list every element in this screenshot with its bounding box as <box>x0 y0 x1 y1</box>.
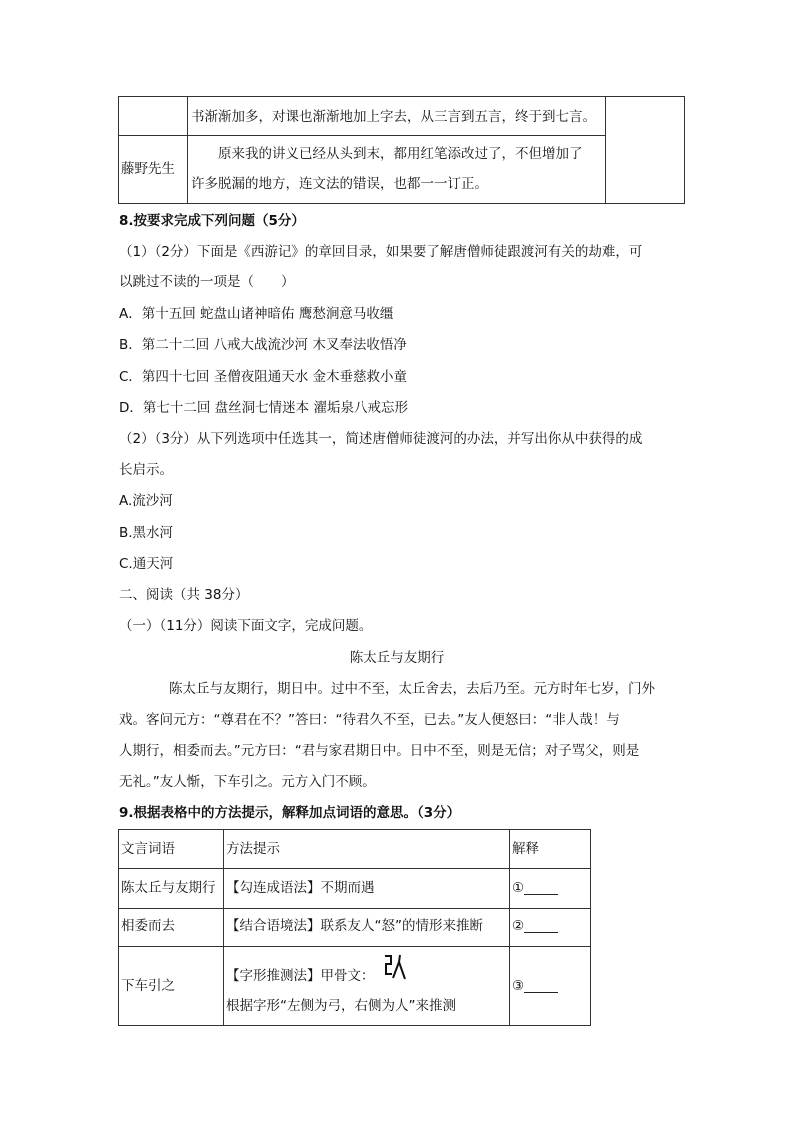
question-8-part2: （2）（3分）从下列选项中任选其一，简述唐僧师徒渡河的办法，并写出你从中获得的成 <box>119 431 643 447</box>
section-subheading: （一）（11分）阅读下面文字，完成问题。 <box>119 618 373 634</box>
answer-blank: ①_____ <box>512 880 558 896</box>
option-b: B．第二十二回 八戒大战流沙河 木叉奉法收悟净 <box>119 337 407 353</box>
oracle-bone-glyph-icon <box>382 952 408 982</box>
table-cell-hint: 【字形推测法】甲骨文： <box>226 968 375 984</box>
choice-c: C.通天河 <box>119 556 174 572</box>
table-divider <box>119 908 590 909</box>
question-8-title: 8.按要求完成下列问题（5分） <box>119 213 305 229</box>
table-cell-hint: 【结合语境法】联系友人“怒”的情形来推断 <box>226 918 483 934</box>
option-a: A．第十五回 蛇盘山诸神暗佑 鹰愁涧意马收缰 <box>119 306 394 322</box>
choice-b: B.黑水河 <box>119 525 174 541</box>
option-c: C．第四十七回 圣僧夜阻通天水 金木垂慈救小童 <box>119 369 408 385</box>
table-divider <box>119 868 590 869</box>
table-cell-word: 陈太丘与友期行 <box>121 880 216 896</box>
passage-line: 人期行，相委而去。”元方曰：“君与家君期日中。日中不至，则是无信；对子骂父，则是 <box>119 743 640 759</box>
question-8-part1: 以跳过不读的一项是（ ） <box>119 274 295 290</box>
table-header: 文言词语 <box>121 841 175 857</box>
answer-blank: ③_____ <box>512 978 558 994</box>
passage-line: 戏。客问元方：“尊君在不？”答曰：“待君久不至，已去。”友人便怒曰：“非人哉！与 <box>119 712 620 728</box>
table-divider <box>119 135 605 136</box>
section-heading: 二、阅读（共 38分） <box>119 587 249 603</box>
table-cell-name: 藤野先生 <box>121 161 175 177</box>
table-divider <box>187 97 188 203</box>
table-cell-text: 许多脱漏的地方，连文法的错误，也都一一订正。 <box>191 176 488 192</box>
table-cell-word: 相委而去 <box>121 918 175 934</box>
question-8-part1: （1）（2分）下面是《西游记》的章回目录，如果要了解唐僧师徒跟渡河有关的劫难，可 <box>119 244 643 260</box>
table-header: 方法提示 <box>226 841 280 857</box>
passage-line: 无礼。”友人惭，下车引之。元方入门不顾。 <box>119 774 376 790</box>
choice-a: A.流沙河 <box>119 493 173 509</box>
table-cell-hint: 根据字形“左侧为弓，右侧为人”来推测 <box>226 998 456 1014</box>
answer-blank: ②_____ <box>512 918 558 934</box>
table-cell-text: 书渐渐加多，对课也渐渐地加上字去，从三言到五言，终于到七言。 <box>191 109 596 125</box>
table-cell-word: 下车引之 <box>121 978 175 994</box>
passage-title: 陈太丘与友期行 <box>349 650 445 666</box>
option-d: D．第七十二回 盘丝洞七情迷本 濯垢泉八戒忘形 <box>119 400 408 416</box>
table-divider <box>119 946 590 947</box>
table-cell-hint: 【勾连成语法】不期而遇 <box>226 880 375 896</box>
table-divider <box>509 830 510 1025</box>
passage-line: 陈太丘与友期行，期日中。过中不至，太丘舍去，去后乃至。元方时年七岁，门外 <box>169 681 655 697</box>
table-cell-text: 原来我的讲义已经从头到末，都用红笔添改过了，不但增加了 <box>218 146 583 162</box>
table-header: 解释 <box>512 841 539 857</box>
question-9-title: 9.根据表格中的方法提示，解释加点词语的意思。（3分） <box>119 805 461 821</box>
question-8-part2: 长启示。 <box>119 462 173 478</box>
table-divider <box>605 97 606 203</box>
table-divider <box>223 830 224 1025</box>
